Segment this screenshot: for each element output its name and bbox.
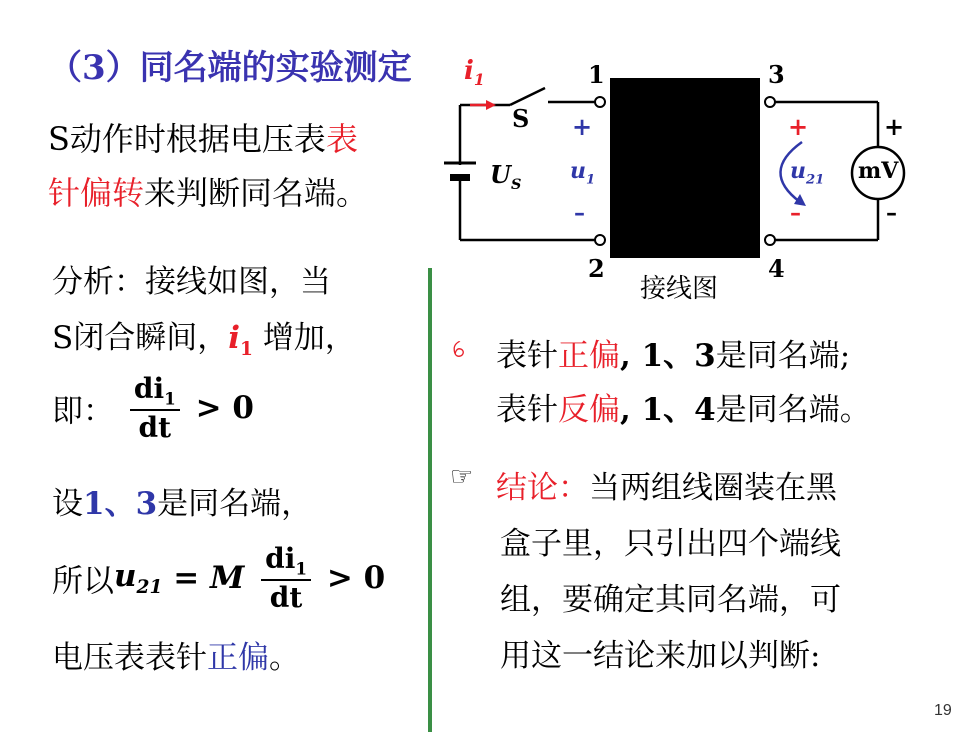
page-number: 19	[934, 702, 952, 719]
meter-minus: –	[886, 200, 897, 226]
u21-plus: +	[788, 112, 809, 141]
label-source: $U_S$	[490, 160, 522, 193]
label-i1: $i_1$	[464, 56, 485, 90]
analysis-line-4: 设1、3是同名端，	[52, 486, 313, 522]
u1-plus: +	[572, 112, 593, 141]
divider	[428, 268, 432, 732]
switch-blade	[510, 88, 545, 105]
terminal-3	[765, 97, 775, 107]
bullet-icon: ꕃ	[452, 338, 466, 363]
label-u1: $u_1$	[570, 158, 596, 188]
current-arrow	[486, 100, 496, 110]
intro-highlight: 表	[325, 120, 358, 158]
conclusion-line-3: 组，要确定其同名端，可	[500, 582, 841, 618]
terminal-label-4: 4	[768, 254, 785, 283]
u1-minus: –	[574, 200, 585, 226]
result-line-1: 表针正偏, 1、3是同名端;	[496, 338, 851, 374]
intro-line-1	[48, 114, 358, 160]
label-u21: $u_{21}$	[790, 158, 825, 188]
terminal-label-2: 2	[588, 254, 605, 283]
conclusion-line-2: 盒子里，只引出四个端线	[500, 526, 841, 562]
conclusion-line-4: 用这一结论来加以判断:	[500, 638, 821, 674]
u21-minus: –	[790, 200, 801, 226]
terminal-2	[595, 235, 605, 245]
intro-text: S动作时根据电压表	[48, 120, 326, 158]
intro-text-2: 来判断同名端。	[144, 174, 369, 212]
terminal-1	[595, 97, 605, 107]
black-box	[610, 78, 760, 258]
result-line-2: 表针反偏, 1、4是同名端。	[496, 392, 871, 428]
intro-line-2	[48, 168, 368, 214]
derivative-fraction-2: $\frac{di_1}{dt}$	[261, 542, 311, 614]
label-switch: S	[512, 104, 530, 133]
derivative-fraction: $\frac{di_1}{dt}$	[130, 372, 180, 444]
analysis-line-1: 分析：接线如图，当	[52, 264, 331, 300]
page-title: （3）同名端的实验测定	[48, 48, 412, 88]
analysis-line-5: 所以$u_{21} = M$ $\frac{di_1}{dt}$ > 0	[52, 542, 386, 614]
analysis-line-6: 电压表表针正偏。	[52, 640, 300, 676]
analysis-line-3: 即： $\frac{di_1}{dt}$ > 0	[52, 372, 254, 444]
meter-label: mV	[858, 158, 899, 184]
intro-highlight-2: 针偏转	[48, 174, 145, 212]
diagram-caption: 接线图	[640, 274, 719, 304]
pointing-hand-icon: ☞	[450, 462, 474, 492]
meter-plus: +	[884, 112, 905, 141]
terminal-4	[765, 235, 775, 245]
analysis-line-2: S闭合瞬间，$i_1$ 增加，	[52, 320, 356, 361]
terminal-label-1: 1	[588, 60, 605, 89]
battery-short-plate	[450, 174, 470, 181]
conclusion-line-1: 结论：当两组线圈装在黑	[496, 470, 837, 506]
terminal-label-3: 3	[768, 60, 785, 89]
